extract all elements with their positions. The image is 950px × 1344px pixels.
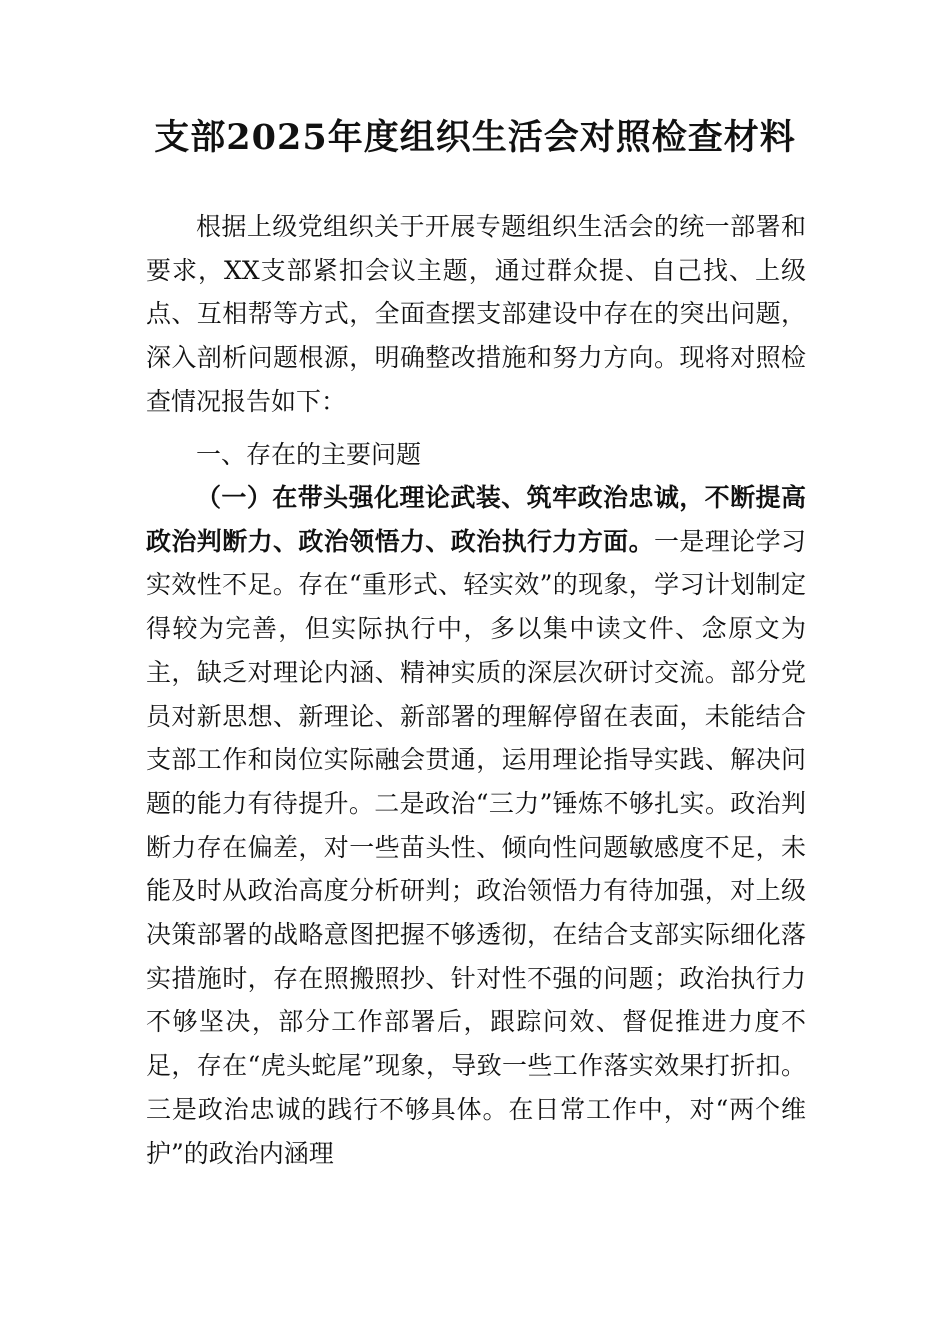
subsection-body: 一是理论学习实效性不足。存在“重形式、轻实效”的现象，学习计划制定得较为完善，但实际执行中，多以集中读文件、念原文为主，缺乏对理论内涵、精神实质的深层次研讨交流。部分党员对新思想、新理论、新部署的理解停留在表面，未能结合支部工作和岗位实际融会贯通，运用理论指导实践、解决问题的能力有待提升。二是政治“三力”锤炼不够扎实。政治判断力存在偏差，对一些苗头性、倾向性问题敏感度不足，未能及时从政治高度分析研判；政治领悟力有待加强，对上级决策部署的战略意图把握不够透彻，在结合支部实际细化落实措施时，存在照搬照抄、针对性不强的问题；政治执行力不够坚决，部分工作部署后，跟踪问效、督促推进力度不足，存在“虎头蛇尾”现象，导致一些工作落实效果打折扣。三是政治忠诚的践行不够具体。在日常工作中，对“两个维护”的政治内涵理 [146,526,806,1168]
intro-paragraph: 根据上级党组织关于开展专题组织生活会的统一部署和要求，XX支部紧扣会议主题，通过群众提、自己找、上级点、互相帮等方式，全面查摆支部建设中存在的突出问题，深入剖析问题根源，明确整改措施和努力方向。现将对照检查情况报告如下： [146,212,806,416]
problem-paragraph [146,476,806,1175]
section-heading: 一、存在的主要问题 [196,440,422,469]
document-title: 支部2025年度组织生活会对照检查材料 [154,117,796,158]
subsection-heading: （一）在带头强化理论武装、筑牢政治忠诚，不断提高政治判断力、政治领悟力、政治执行力方面。 [146,483,806,556]
